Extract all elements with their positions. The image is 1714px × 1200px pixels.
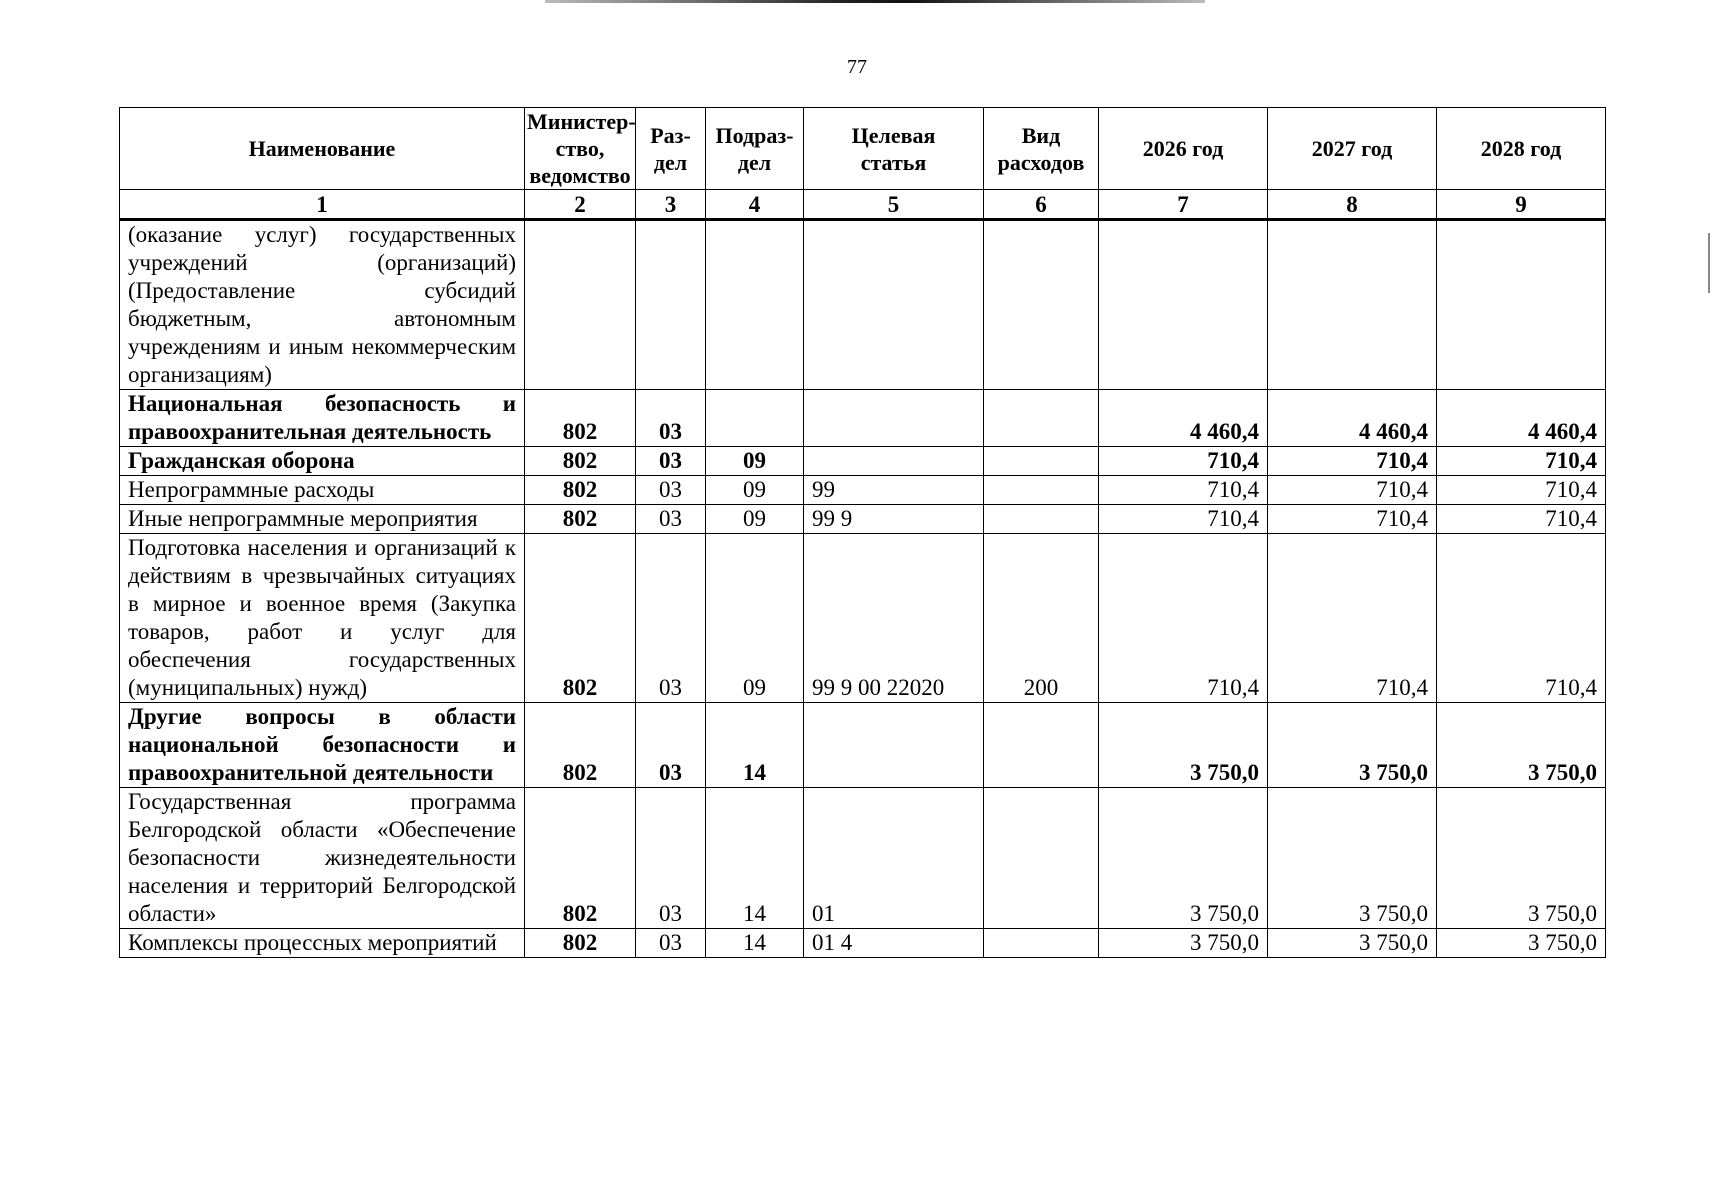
row-value-2026: 710,4 — [1099, 476, 1268, 505]
row-value-2028: 710,4 — [1437, 476, 1606, 505]
row-value-2027: 710,4 — [1268, 534, 1437, 703]
row-section: 03 — [636, 703, 706, 788]
row-subsection: 09 — [706, 505, 804, 534]
column-number-year-2028: 9 — [1437, 190, 1606, 220]
row-name: Подготовка населения и организаций к действиям в чрезвычайных ситуациях в мирное и военное время (Закупка товаров, работ и услуг для обеспечения государственных (муниципальных) нужд) — [120, 534, 525, 703]
row-target-article: 01 — [804, 788, 984, 929]
header-year-2028: 2028 год — [1437, 108, 1606, 190]
row-value-2028: 4 460,4 — [1437, 390, 1606, 447]
column-number-ministry: 2 — [525, 190, 636, 220]
column-number-section: 3 — [636, 190, 706, 220]
row-ministry: 802 — [525, 929, 636, 958]
row-value-2028: 3 750,0 — [1437, 929, 1606, 958]
row-expense-type — [984, 505, 1099, 534]
row-ministry: 802 — [525, 390, 636, 447]
table-row — [120, 447, 1606, 476]
row-value-2028: 3 750,0 — [1437, 703, 1606, 788]
row-ministry: 802 — [525, 447, 636, 476]
row-name: (оказание услуг) государственных учреждений (организаций) (Предоставление субсидий бюджетным, автономным учреждениям и иным некоммерческим организациям) — [120, 220, 525, 390]
header-row — [120, 108, 1606, 190]
row-value-2027: 3 750,0 — [1268, 788, 1437, 929]
header-name: Наименование — [120, 108, 525, 190]
row-target-article — [804, 220, 984, 390]
row-name: Гражданская оборона — [120, 447, 525, 476]
row-section: 03 — [636, 534, 706, 703]
row-ministry: 802 — [525, 505, 636, 534]
table-row — [120, 390, 1606, 447]
table-row — [120, 476, 1606, 505]
header-target-article: Целевая статья — [804, 108, 984, 190]
row-subsection: 09 — [706, 476, 804, 505]
table-row — [120, 534, 1606, 703]
row-name: Непрограммные расходы — [120, 476, 525, 505]
table-row — [120, 505, 1606, 534]
table-row — [120, 788, 1606, 929]
row-target-article — [804, 390, 984, 447]
column-number-year-2026: 7 — [1099, 190, 1268, 220]
row-section: 03 — [636, 447, 706, 476]
row-expense-type — [984, 220, 1099, 390]
row-name: Комплексы процессных мероприятий — [120, 929, 525, 958]
row-target-article: 99 9 — [804, 505, 984, 534]
row-expense-type: 200 — [984, 534, 1099, 703]
row-value-2028: 710,4 — [1437, 447, 1606, 476]
row-value-2026: 3 750,0 — [1099, 929, 1268, 958]
row-subsection: 14 — [706, 929, 804, 958]
header-subsection: Подраз- дел — [706, 108, 804, 190]
row-value-2027: 4 460,4 — [1268, 390, 1437, 447]
row-value-2026: 4 460,4 — [1099, 390, 1268, 447]
row-value-2027: 3 750,0 — [1268, 929, 1437, 958]
row-name: Иные непрограммные мероприятия — [120, 505, 525, 534]
row-value-2027: 710,4 — [1268, 447, 1437, 476]
column-number-subsection: 4 — [706, 190, 804, 220]
row-target-article: 99 9 00 22020 — [804, 534, 984, 703]
header-year-2026: 2026 год — [1099, 108, 1268, 190]
column-number-expense-type: 6 — [984, 190, 1099, 220]
row-value-2026 — [1099, 220, 1268, 390]
row-target-article — [804, 703, 984, 788]
row-ministry: 802 — [525, 703, 636, 788]
row-ministry — [525, 220, 636, 390]
row-value-2028: 3 750,0 — [1437, 788, 1606, 929]
header-ministry: Министер- ство, ведомство — [525, 108, 636, 190]
table-body — [120, 220, 1606, 958]
row-name: Национальная безопасность и правоохранительная деятельность — [120, 390, 525, 447]
top-scan-rule — [545, 0, 1205, 3]
row-value-2027: 710,4 — [1268, 505, 1437, 534]
scan-edge-mark — [1708, 233, 1710, 293]
row-expense-type — [984, 929, 1099, 958]
row-value-2026: 3 750,0 — [1099, 788, 1268, 929]
table-row — [120, 929, 1606, 958]
row-target-article: 01 4 — [804, 929, 984, 958]
row-value-2026: 710,4 — [1099, 534, 1268, 703]
row-expense-type — [984, 447, 1099, 476]
header-year-2027: 2027 год — [1268, 108, 1437, 190]
row-value-2026: 710,4 — [1099, 447, 1268, 476]
row-subsection: 09 — [706, 534, 804, 703]
row-subsection: 14 — [706, 788, 804, 929]
table-row — [120, 703, 1606, 788]
row-value-2026: 710,4 — [1099, 505, 1268, 534]
column-number-year-2027: 8 — [1268, 190, 1437, 220]
row-value-2028: 710,4 — [1437, 534, 1606, 703]
row-section: 03 — [636, 390, 706, 447]
row-value-2026: 3 750,0 — [1099, 703, 1268, 788]
row-subsection: 09 — [706, 447, 804, 476]
page-number: 77 — [847, 56, 867, 78]
row-section: 03 — [636, 476, 706, 505]
row-value-2027: 3 750,0 — [1268, 703, 1437, 788]
row-value-2028: 710,4 — [1437, 505, 1606, 534]
row-expense-type — [984, 788, 1099, 929]
row-expense-type — [984, 390, 1099, 447]
table-row — [120, 220, 1606, 390]
row-section — [636, 220, 706, 390]
row-value-2027 — [1268, 220, 1437, 390]
row-name: Государственная программа Белгородской области «Обеспечение безопасности жизнедеятельности населения и территорий Белгородской области» — [120, 788, 525, 929]
row-ministry: 802 — [525, 788, 636, 929]
row-target-article — [804, 447, 984, 476]
row-name: Другие вопросы в области национальной безопасности и правоохранительной деятельности — [120, 703, 525, 788]
header-expense-type: Вид расходов — [984, 108, 1099, 190]
row-value-2027: 710,4 — [1268, 476, 1437, 505]
row-subsection — [706, 390, 804, 447]
row-target-article: 99 — [804, 476, 984, 505]
header-section: Раз- дел — [636, 108, 706, 190]
row-ministry: 802 — [525, 534, 636, 703]
column-number-name: 1 — [120, 190, 525, 220]
row-subsection: 14 — [706, 703, 804, 788]
row-value-2028 — [1437, 220, 1606, 390]
row-ministry: 802 — [525, 476, 636, 505]
row-section: 03 — [636, 788, 706, 929]
row-section: 03 — [636, 929, 706, 958]
row-expense-type — [984, 703, 1099, 788]
row-expense-type — [984, 476, 1099, 505]
row-subsection — [706, 220, 804, 390]
budget-table — [119, 107, 1606, 958]
column-number-row — [120, 190, 1606, 220]
column-number-target-article: 5 — [804, 190, 984, 220]
row-section: 03 — [636, 505, 706, 534]
